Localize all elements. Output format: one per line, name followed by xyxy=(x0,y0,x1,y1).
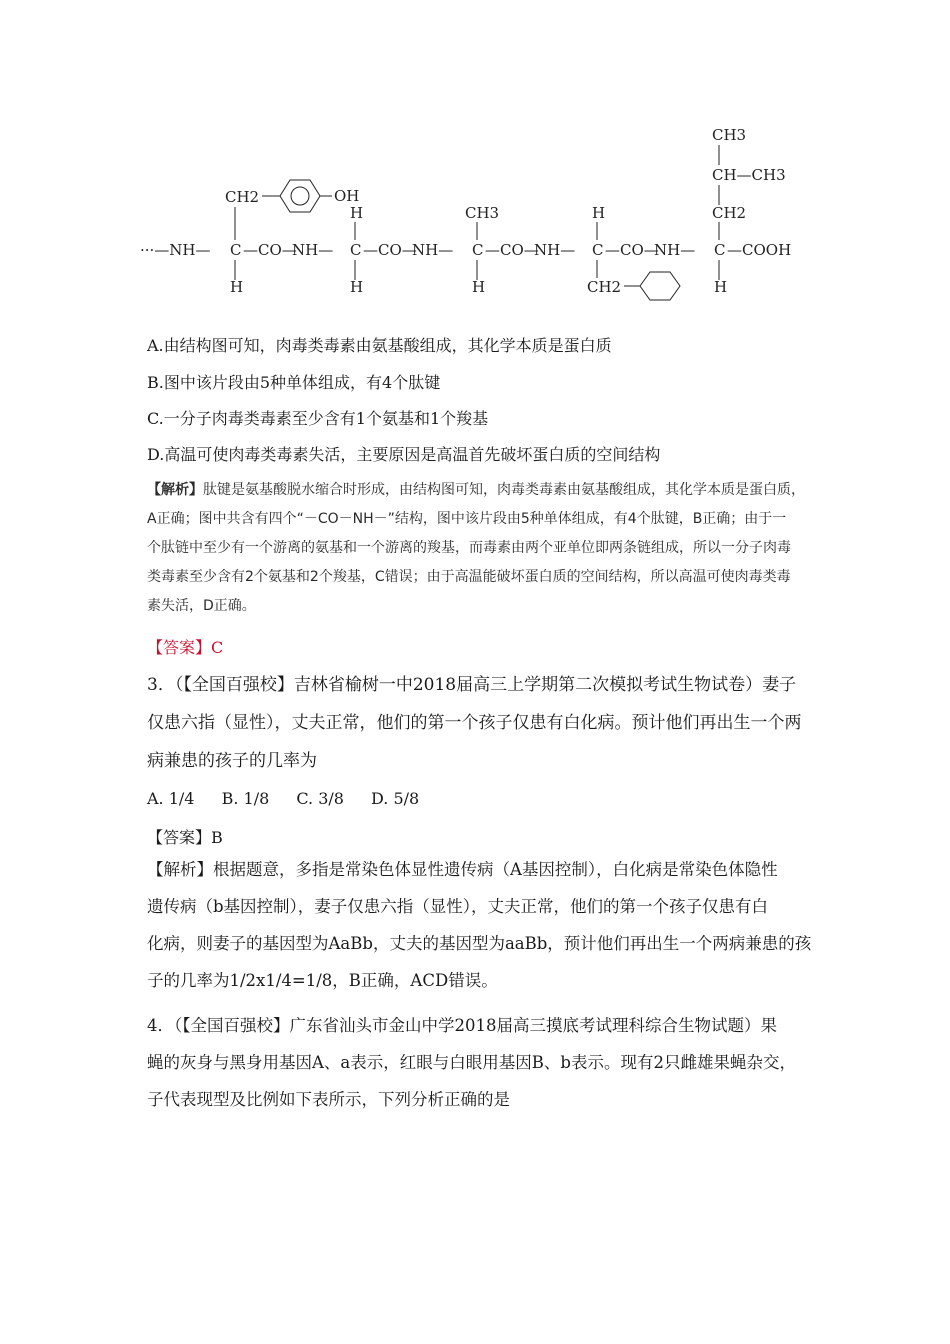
r2-h-bottom: H xyxy=(350,278,364,296)
alpha-carbon-5: C xyxy=(714,241,726,259)
q4-stem xyxy=(147,1007,812,1118)
alpha-carbon-2: C xyxy=(350,241,362,259)
q2-option-b: B.图中该片段由5种单体组成，有4个肽键 xyxy=(147,373,441,392)
q3-options xyxy=(147,789,441,808)
q3-exp-line4: 子的几率为1/2x1/4=1/8，B正确，ACD错误。 xyxy=(147,971,498,990)
q3-exp-line3: 化病，则妻子的基因型为AaBb，丈夫的基因型为aaBb，预计他们再出生一个两病兼患的孩 xyxy=(147,934,812,953)
q2-option-c: C.一分子肉毒类毒素至少含有1个氨基和1个羧基 xyxy=(147,409,489,428)
q2-explanation-line1 xyxy=(147,476,807,505)
carbonyl-1: —CO— xyxy=(243,241,297,259)
oh-group: OH xyxy=(334,187,360,205)
q2-explanation-line2: A正确；图中共含有四个“－CO－NH－”结构，图中该片段由5种单体组成，有4个肽键，B正确；由于一 xyxy=(147,511,787,527)
q3-stem xyxy=(147,666,812,780)
r5-ch3-top: CH3 xyxy=(712,126,747,144)
q2-explanation-line3: 个肽链中至少有一个游离的氨基和一个游离的羧基，而毒素由两个亚单位即两条链组成，所以一分子肉毒 xyxy=(147,540,791,556)
r5-ch-ch3: CH—CH3 xyxy=(712,166,786,184)
q2-option-d: D.高温可使肉毒类毒素失活，主要原因是高温首先破坏蛋白质的空间结构 xyxy=(147,445,661,464)
q4-line2: 蝇的灰身与黑身用基因A、a表示，红眼与白眼用基因B、b表示。现有2只雌雄果蝇杂交， xyxy=(147,1053,796,1072)
q3-option-d: D. 5/8 xyxy=(371,789,420,808)
q3-option-a: A. 1/4 xyxy=(147,789,195,808)
q2-explanation-tag: 【解析】 xyxy=(147,482,203,498)
amide-2: NH— xyxy=(412,241,454,259)
carbonyl-2: —CO— xyxy=(363,241,417,259)
amide-3: NH— xyxy=(534,241,576,259)
r1-ch2: CH2 xyxy=(225,188,260,206)
amide-1: NH— xyxy=(292,241,334,259)
q2-explanation xyxy=(147,476,807,621)
peptide-structure-svg xyxy=(140,120,820,310)
q2-explanation-line5: 素失活，D正确。 xyxy=(147,598,256,614)
q3-explanation xyxy=(147,851,812,999)
carboxyl: —COOH xyxy=(727,241,792,259)
carbonyl-3: —CO— xyxy=(485,241,539,259)
q2-answer: 【答案】C xyxy=(147,638,224,657)
r1-h: H xyxy=(230,278,244,296)
q3-option-c: C. 3/8 xyxy=(296,789,344,808)
q4-line3: 子代表现型及比例如下表所示，下列分析正确的是 xyxy=(147,1090,510,1109)
r4-ch2: CH2 xyxy=(587,278,622,296)
carbonyl-4: —CO— xyxy=(605,241,659,259)
q2-explanation-text1: 肽键是氨基酸脱水缩合时形成，由结构图可知，肉毒类毒素由氨基酸组成，其化学本质是蛋白质， xyxy=(203,482,805,498)
phenol-ring-aromatic xyxy=(291,187,309,205)
q4-line1: 4．（【全国百强校】广东省汕头市金山中学2018届高三摸底考试理科综合生物试题）果 xyxy=(147,1016,777,1035)
r4-h-top: H xyxy=(592,204,606,222)
q3-exp-line2: 遗传病（b基因控制），妻子仅患六指（显性），丈夫正常，他们的第一个孩子仅患有白 xyxy=(147,897,769,916)
peptide-structure-diagram xyxy=(140,120,820,310)
r5-ch2: CH2 xyxy=(712,204,747,222)
r5-h: H xyxy=(714,278,728,296)
q3-line3: 病兼患的孩子的几率为 xyxy=(147,751,317,771)
q3-line1: 3．（【全国百强校】吉林省榆树一中2018届高三上学期第二次模拟考试生物试卷）妻子 xyxy=(147,675,797,695)
q3-option-b: B. 1/8 xyxy=(221,789,270,808)
r3-h: H xyxy=(472,278,486,296)
r2-h-top: H xyxy=(350,204,364,222)
r3-ch3: CH3 xyxy=(465,204,500,222)
alpha-carbon-1: C xyxy=(230,241,242,259)
phenol-ring xyxy=(280,180,320,212)
chain-start: ···—NH— xyxy=(140,241,211,259)
phenyl-ring xyxy=(640,272,680,300)
alpha-carbon-4: C xyxy=(592,241,604,259)
q3-line2: 仅患六指（显性），丈夫正常，他们的第一个孩子仅患有白化病。预计他们再出生一个两 xyxy=(147,713,802,733)
alpha-carbon-3: C xyxy=(472,241,484,259)
amide-4: NH— xyxy=(654,241,696,259)
q3-answer: 【答案】B xyxy=(147,828,223,847)
q2-explanation-line4: 类毒素至少含有2个氨基和2个羧基，C错误；由于高温能破坏蛋白质的空间结构，所以高温可使肉毒类毒 xyxy=(147,569,791,585)
q3-exp-line1: 【解析】根据题意，多指是常染色体显性遗传病（A基因控制），白化病是常染色体隐性 xyxy=(147,860,778,879)
q2-option-a: A.由结构图可知，肉毒类毒素由氨基酸组成，其化学本质是蛋白质 xyxy=(147,336,612,355)
